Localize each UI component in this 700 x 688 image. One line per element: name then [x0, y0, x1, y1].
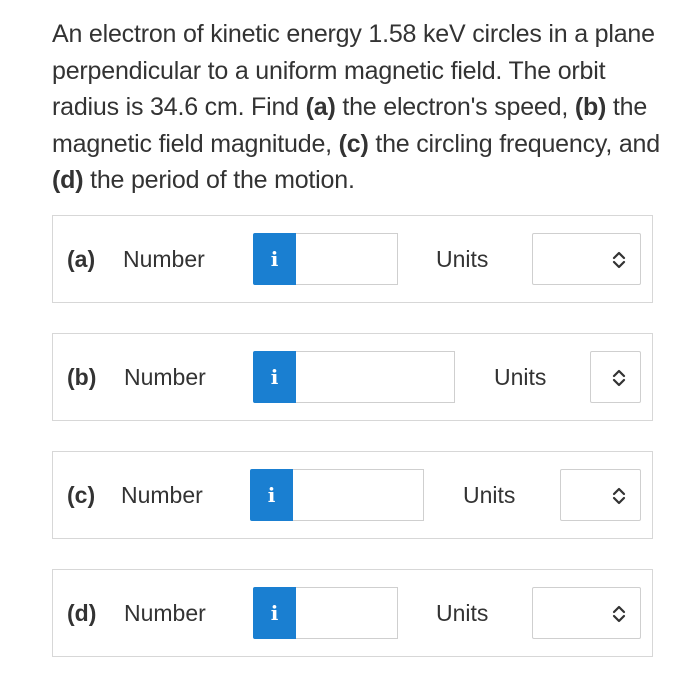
question-segment: the period of the motion.: [83, 166, 355, 194]
units-select-d[interactable]: [532, 587, 641, 639]
number-label-a: Number: [123, 246, 205, 272]
question-segment: the electron's speed,: [335, 93, 575, 121]
info-icon[interactable]: i: [253, 587, 296, 639]
question-segment: An electron of kinetic energy 1.58 keV circles in a plane perpendicular to a uniform magnetic field. The orbit radius is 34.6 cm. Find: [52, 20, 655, 121]
units-label-c: Units: [463, 482, 516, 508]
question-part-d-marker: (d): [52, 166, 84, 194]
units-label-a: Units: [436, 246, 489, 272]
chevron-up-down-icon: [612, 367, 626, 389]
units-select-c[interactable]: [560, 469, 641, 521]
question-text: [52, 16, 662, 199]
chevron-up-down-icon: [612, 485, 626, 507]
number-label-c: Number: [121, 482, 203, 508]
units-select-a[interactable]: [532, 233, 641, 285]
units-label-b: Units: [494, 364, 547, 390]
info-icon[interactable]: i: [250, 469, 293, 521]
part-label-a: (a): [67, 246, 96, 272]
units-label-d: Units: [436, 600, 489, 626]
number-label-b: Number: [124, 364, 206, 390]
info-icon[interactable]: i: [253, 233, 296, 285]
part-label-d: (d): [67, 600, 97, 626]
question-part-b-marker: (b): [574, 93, 607, 121]
question-segment: the circling frequency, and: [368, 129, 660, 158]
info-icon[interactable]: i: [253, 351, 296, 403]
question-part-a-marker: (a): [305, 93, 336, 121]
chevron-up-down-icon: [612, 603, 626, 625]
answer-row-b: [52, 333, 653, 421]
part-label-b: (b): [67, 364, 97, 390]
number-label-d: Number: [124, 600, 206, 626]
number-input-a[interactable]: [296, 233, 398, 285]
number-input-b[interactable]: [296, 351, 455, 403]
question-part-c-marker: (c): [338, 129, 369, 158]
units-select-b[interactable]: [590, 351, 641, 403]
number-input-c[interactable]: [293, 469, 424, 521]
answer-row-a: [52, 215, 653, 303]
question-segment: the magnetic field magnitude,: [52, 93, 648, 158]
answer-row-c: [52, 451, 653, 539]
answer-row-d: [52, 569, 653, 657]
chevron-up-down-icon: [612, 249, 626, 271]
number-input-d[interactable]: [296, 587, 398, 639]
part-label-c: (c): [67, 482, 96, 508]
